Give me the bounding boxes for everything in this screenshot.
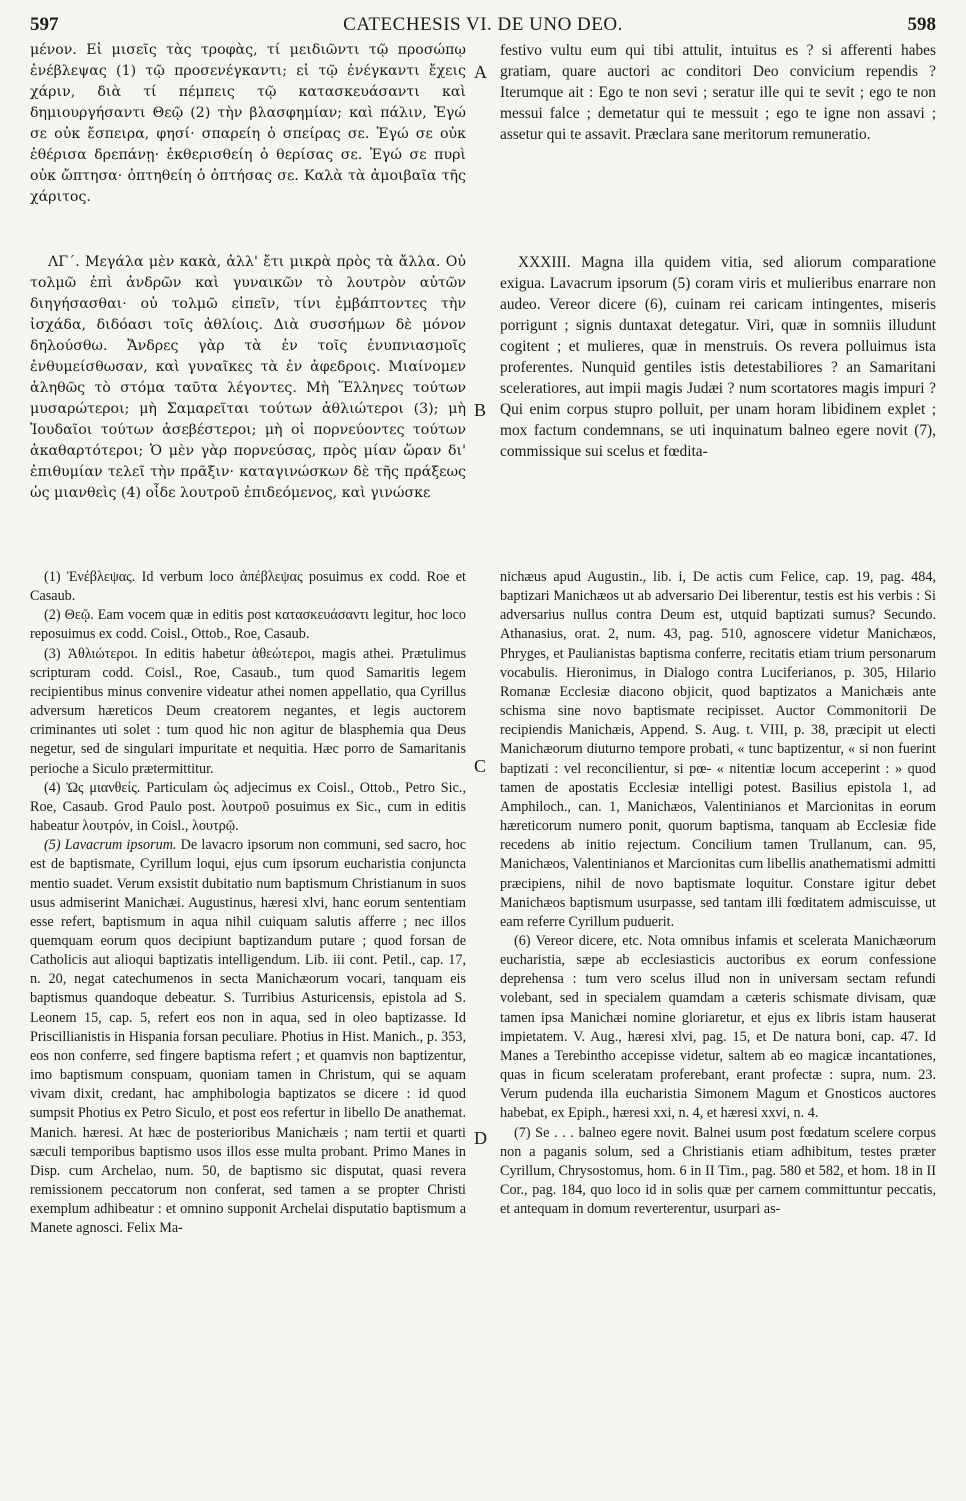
footnote-4: (4) Ὡς μιανθείς. Particulam ὡς adjecimus ex Coisl., Ottob., Petro Sic., Roe, Casaub. Grod Paulo post. λουτροῦ posuimus ex Sic., cum in editis habeatur λουτρόν, in Coisl., λουτρῷ. xyxy=(30,779,466,835)
margin-marker-d: D xyxy=(474,1128,487,1148)
margin-marker-b: B xyxy=(474,400,487,420)
footnote-6: (6) Vereor dicere, etc. Nota omnibus infamis et scelerata Manichæorum eucharistia, sæpe ab ecclesiasticis auctoribus ex eorum confessione deprehensa : tum vero scelus illud non in universam sectam refundi volebant, sed in specialem quamdam a cæteris schismate divisam, quæ tamen ipsa Manichæi nomine gloriaretur, et ejus ex libris istam hauserat impietatem. V. Aug., hæresi xlvi, pag. 15, et De natura boni, cap. 47. Id Manes a Terebintho accepisse videtur, saltem ab eo magicæ incantationes, quas in ficum sceleratam proferebant, erant profectæ : supra, num. 23. Verum pudenda illa eucharistia Simonem Magum et Gnosticos auctores habebat, ex Epiph., hæresi xxi, n. 4, et hæresi xxvi, n. 4. xyxy=(500,932,936,1122)
footnote-1: (1) Ἐνέβλεψας. Id verbum loco ἀπέβλεψας posuimus ex codd. Roe et Casaub. xyxy=(30,569,466,605)
greek-paragraph-1: μένον. Εἰ μισεῖς τὰς τροφὰς, τί μειδιῶντι τῷ προσώπῳ ἐνέβλεψας (1) τῷ προσενέγκαντι; εἰ τῷ ἐνέγκαντι ἔχεις χάριν, διὰ τί πέμπεις τῷ κατασκευάσαντι καὶ δημιουργήσαντι Θεῷ (2) τὴν βλασφημίαν; καὶ πάλιν, Ἐγώ σε οὐκ ἔσπειρα, φησί· σπαρείη ὁ σπείρας σε. Ἐγώ σε οὐκ ἐθέρισα δρεπάνῃ· ἐκθερισθείη ὁ θερίσας σε. Ἐγώ σε πυρὶ οὐκ ὤπτησα· ὀπτηθείη ὁ ὀπτήσας σε. Καλὰ τὰ ἀμοιβαῖα τῆς χάριτος. xyxy=(30,42,466,205)
latin-paragraph-1: festivo vultu eum qui tibi attulit, intuitus es ? si afferenti habes gratiam, quare auctori ac conditori Deo convicium rependis ? Iterumque ait : Ego te non sevi ; seratur ille qui te sevit ; ego te non messui falce ; demetatur qui te messuit ; ego te igne non assavi ; assetur qui te assavit. Præclara sane meritorum remuneratio. xyxy=(500,42,936,143)
margin-marker-a: A xyxy=(474,62,487,82)
greek-paragraph-33: ΛΓ΄. Μεγάλα μὲν κακὰ, ἀλλ' ἔτι μικρὰ πρὸς τὰ ἄλλα. Οὐ τολμῶ ἐπὶ ἀνδρῶν καὶ γυναικῶν τὸ λουτρὸν αὐτῶν διηγήσασθαι· οὐ τολμῶ εἰπεῖν, τίνι ἐμβάπτοντες τὴν ἰσχάδα, διδόασι τοῖς ἀθλίοις. Διὰ συσσήμων δὲ μόνον δηλούσθω. Ἄνδρες γὰρ τὰ ἐν τοῖς ἐνυπνιασμοῖς ἐνθυμείσθωσαν, καὶ γυναῖκες τὰ ἐν ἀφεδροις. Μιαίνομεν ἀληθῶς τὸ στόμα ταῦτα λέγοντες. Μὴ Ἕλληνες τούτων μυσαρώτεροι; μὴ Σαμαρεῖται τούτων ἀθλιώτεροι (3); μὴ Ἰουδαῖοι τούτων ἀσεβέστεροι; μὴ οἱ πορνεύοντες τούτων ἀκαθαρτότεροι; Ὁ μὲν γὰρ πορνεύσας, πρὸς μίαν ὥραν δι' ἐπιθυμίαν τελεῖ τὴν πρᾶξιν· καταγινώσκων δὲ τῆς πράξεως ὡς μιανθεὶς (4) οἶδε λουτροῦ ἐπιδεόμενος, καὶ γινώσκε xyxy=(30,254,466,501)
running-title: CATECHESIS VI. DE UNO DEO. xyxy=(343,14,623,35)
footnote-2: (2) Θεῷ. Eam vocem quæ in editis post κατασκευάσαντι legitur, hoc loco reposuimus ex codd. Coisl., Ottob., Roe, Casaub. xyxy=(30,607,466,643)
latin-text-paragraph xyxy=(500,40,936,145)
page-number-right: 598 xyxy=(907,14,936,35)
footnote-5-lemma: (5) Lavacrum ipsorum. xyxy=(44,837,177,854)
latin-paragraph-33: XXXIII. Magna illa quidem vitia, sed aliorum comparatione exigua. Lavacrum ipsorum (5) coram viris et mulieribus enarrare non audeo. Vereor dicere (6), cuinam rei caricam intingentes, miseris porrigunt ; signis duntaxat detegatur. Viri, quæ in somniis illudunt cogitent ; et mulieres, quæ in menstruis. Os revera polluimus ista proferentes. Nunquid gentiles istis detestabiliores ? an Samaritani sceleratiores, aut impii magis Judæi ? num scortatores magis impuri ? Qui enim corpus stupro polluit, per unam horam libidinem explet ; mox factum condemnans, se uti inquinatum balneo egere novit (7), commissique sui scelus et fœdita- xyxy=(500,254,936,460)
footnote-5 xyxy=(30,836,466,1238)
footnote-7: (7) Se . . . balneo egere novit. Balnei usum post fœdatum scelere corpus non a paganis solum, sed a Christianis etiam adhibitum, testes præter Cyrillum, Chrysostomus, hom. 6 in II Tim., pag. 580 et 582, et hom. 18 in II Cor., pag. 184, quo loco id in solis quæ per carnem committuntur peccatis, et antequam in domum reverterentur, usurpari as- xyxy=(500,1124,936,1218)
margin-marker-c: C xyxy=(474,756,487,776)
latin-text-section-33 xyxy=(500,252,936,462)
footnote-3: (3) Ἀθλιώτεροι. In editis habetur ἀθεώτεροι, magis athei. Prætulimus scripturam codd. Coisl., Roe, Casaub., tum quod Samaritis legem recipientibus minus convenire videatur athei nomen appellatio, qua Cyrillus adversum hæreticos Deum creatorem negantes, et legis auctorem criminantes uti solet : tum quod hic non agitur de blasphemia qua Deus negetur, sed de singulari impuritate et nequitia. Hæc porro de Samaritanis perioche a Siculo prætermittitur. xyxy=(30,645,466,777)
footnotes-left-column xyxy=(30,568,466,1238)
page-number-left: 597 xyxy=(30,14,59,35)
footnote-5-text: De lavacro ipsorum non communi, sed sacro, hoc est de baptismate, Cyrillum loqui, ejus cum ipsorum eucharistia conjuncta mentio suadet. Verum exsistit dubitatio num baptismum Christianum in suos usus admiserint Manichæi. Augustinus, hæresi xlvi, hanc eorum sententiam esse refert, baptismum in aqua nihil cuiquam salutis afferre ; nec illos quemquam eorum quos decipiunt baptizandum putare ; quod forsan de Catholicis aut alioqui baptizatis intelligendum. Lib. iii cont. Petil., cap. 17, n. 20, negat catechumenos in secta Manichæorum vocari, tanquam eis baptismus quandoque debeatur. S. Turribius Asturicensis, epistola ad S. Leonem 15, cap. 5, refert eos non in aqua, sed in oleo baptizasse. Id Priscillianistis in Hispania forsan peculiare. Photius in Hist. Manich., p. 353, eos non conferre, sed fingere baptisma refert ; et quamvis non baptizentur, imo baptismum conspuam, quoniam tamen in Christum, qui se aquam vivam dixit, credant, hac amphibologia baptizatos se dicere : id quod sumpsit Photius ex Petro Siculo, et post eos refertur in libello De anathemat. Manich. hæresi. At hæc de posterioribus Manichæis ; nam tertii et quarti sæculi temporibus baptismo usos illos esse multa probant. Primo Manes in Disp. cum Archelao, num. 50, de baptismo sic disputat, quasi revera remissionem peccatorum non conferat, sed tamen a se propter Christi exemplum adhibeatur : et omnino supponit Archelai disputatio baptismum a Manete agnosci. Felix Ma- xyxy=(30,837,467,1237)
greek-text-paragraph xyxy=(30,40,466,208)
footnotes-right-column xyxy=(500,568,936,1219)
footnote-5-continuation: nichæus apud Augustin., lib. i, De actis cum Felice, cap. 19, pag. 484, baptizari Manichæos ut ab adversario Dei liberentur, testis est his verbis : Si adversarius nullus contra Deum est, utquid baptizati sumus? Secundo. Athanasius, orat. 2, num. 43, pag. 510, agnoscere videtur Manichæos, Phryges, et Paulianistas baptisma conferre, recitatis etiam trium personarum vocabulis. Hieronimus, in Dialogo contra Luciferianos, p. 305, Hilario Romanæ Ecclesiæ diacono objicit, quod baptizatos a Manichæis ante schisma sine novo baptismate recipisset. Auctor Commonitorii De recipiendis Manichæis, Append. S. Aug. t. VIII, p. 38, præcipit ut electi Manichæorum diuturno tempore probati, « tunc baptizentur, « si non fuerint baptizati : vel reconcilientur, si pœ- « nitentiæ locum acceperint : » quod tamen de apostatis Ecclesiæ intelligi potest. Basilius epistola 1, ad Amphiloch., can. 1, Manichæos, Valentinianos et Marcionitas in eorum hæreticorum numero ponit, quorum baptisma, tanquam ab Ecclesiæ fide recedens ab initio rejectum. Concilium tamen Trullanum, can. 95, Manichæos, Valentinianos et Marcionitas cum libellis anathematismi admitti præcipiens, nihil de novo baptismate loquitur. Constare igitur debet Manichæos baptismum usurpasse, sed tantam illi fœditatem admiscuisse, ut eam referre Cyrillum puduerit. xyxy=(500,569,936,930)
page-header xyxy=(30,14,936,40)
greek-text-section-33 xyxy=(30,252,466,504)
